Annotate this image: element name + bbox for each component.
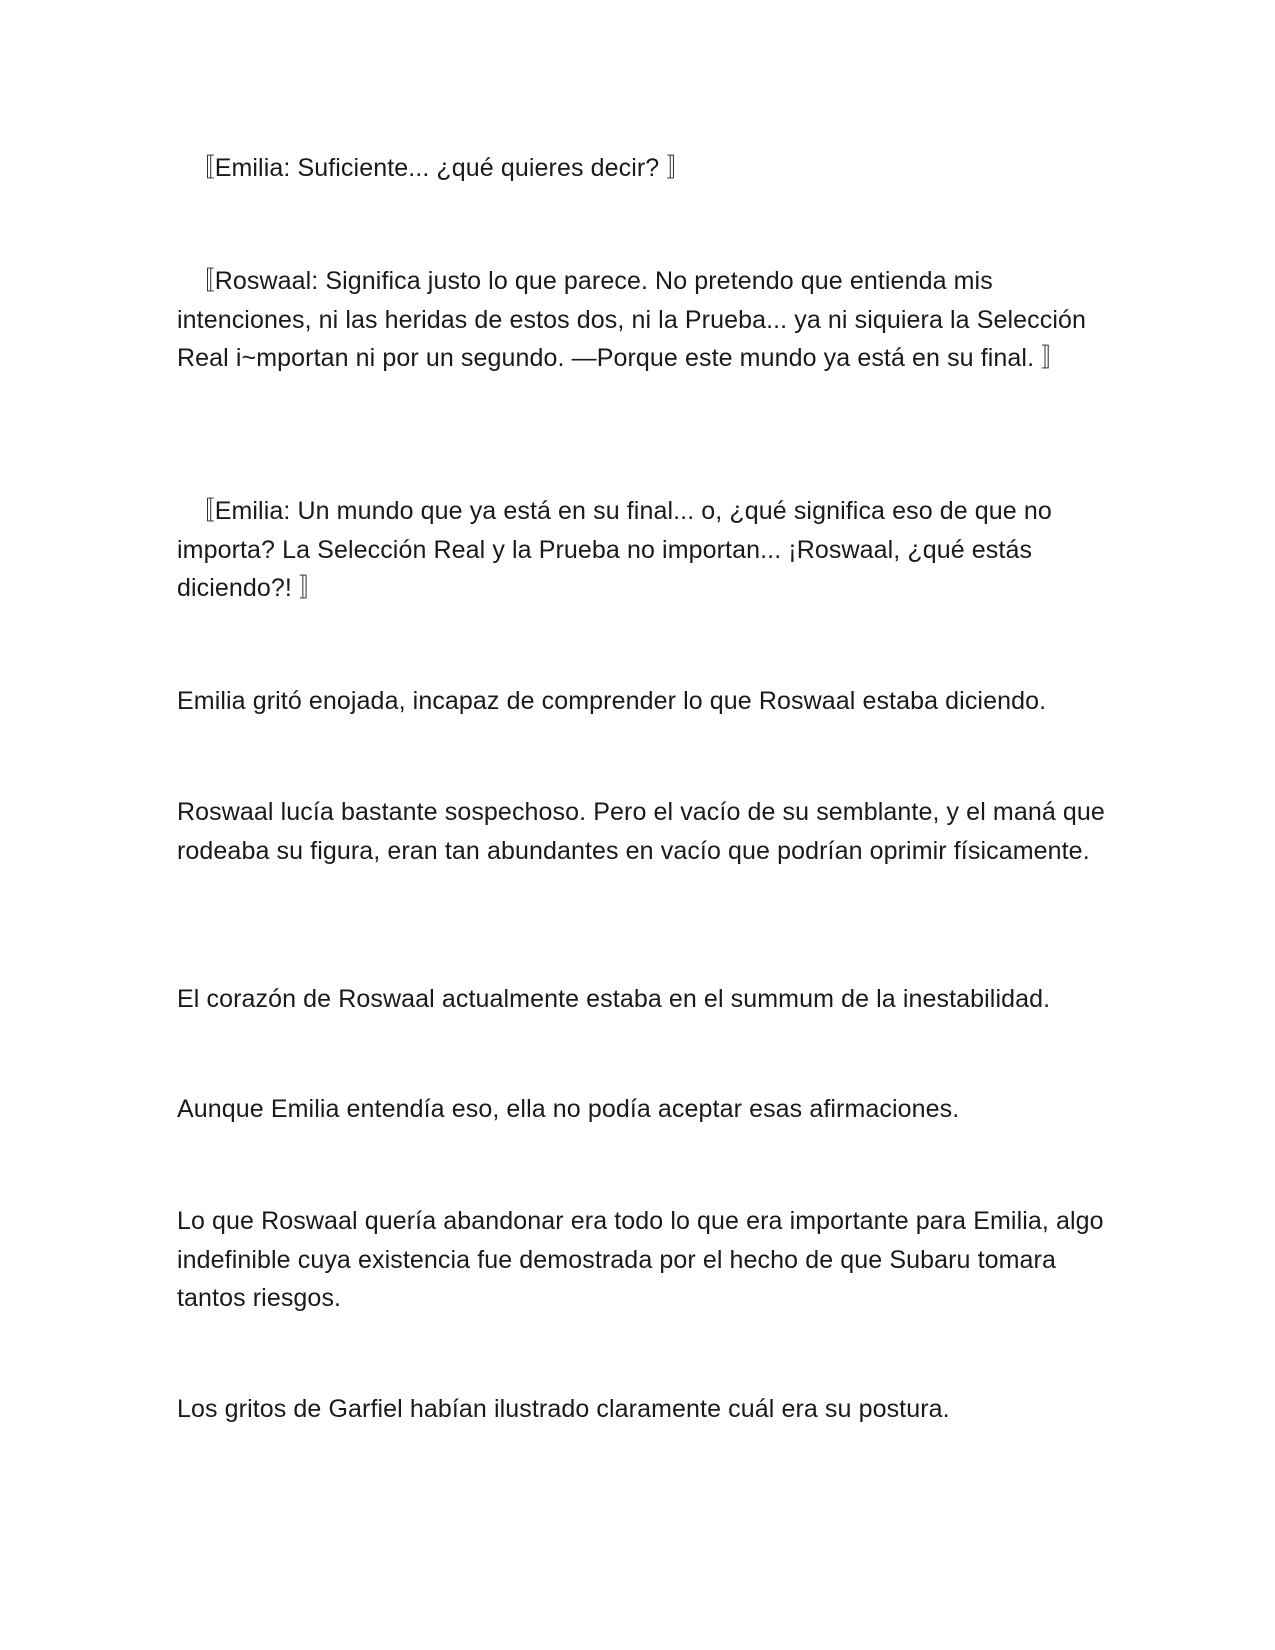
paragraph-narration-1: Emilia gritó enojada, incapaz de comprender lo que Roswaal estaba diciendo. [177,687,1047,715]
paragraph-roswaal-dialogue: 〚Roswaal: Significa justo lo que parece. No pretendo que entienda mis intenciones, ni las heridas de estos dos, ni la Prueba... ya ni siquiera la Selección Real i~mportan ni por un segundo. —Porque este mundo ya está en su final. 〛 [177,267,1087,372]
paragraph-narration-6: Los gritos de Garfiel habían ilustrado claramente cuál era su postura. [177,1395,950,1423]
paragraph-narration-3: El corazón de Roswaal actualmente estaba en el summum de la inestabilidad. [177,985,1051,1013]
paragraph-emilia-dialogue-2: 〚Emilia: Un mundo que ya está en su final... o, ¿qué significa eso de que no importa? La Selección Real y la Prueba no importan... ¡Roswaal, ¿qué estás diciendo?! 〛 [177,497,1052,602]
paragraph-narration-2: Roswaal lucía bastante sospechoso. Pero el vacío de su semblante, y el maná que rodeaba su figura, eran tan abundantes en vacío que podrían oprimir físicamente. [177,798,1105,865]
paragraph-emilia-dialogue-1: 〚Emilia: Suficiente... ¿qué quieres decir? 〛 [177,154,692,182]
paragraph-narration-5: Lo que Roswaal quería abandonar era todo lo que era importante para Emilia, algo indefinible cuya existencia fue demostrada por el hecho de que Subaru tomara tantos riesgos. [177,1207,1104,1312]
paragraph-narration-4: Aunque Emilia entendía eso, ella no podía aceptar esas afirmaciones. [177,1095,960,1123]
